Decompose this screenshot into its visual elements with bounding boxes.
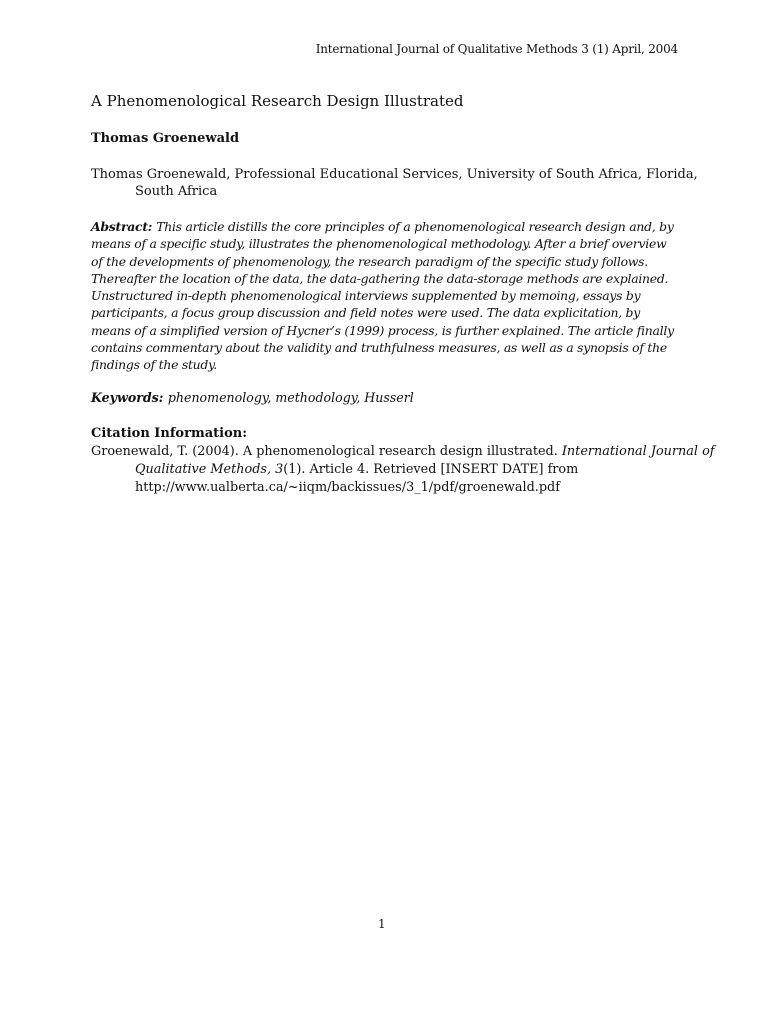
keywords-line [91, 390, 414, 405]
abstract-label: Abstract: [91, 219, 157, 234]
keywords-text: phenomenology, methodology, Husserl [167, 390, 414, 405]
article-title: A Phenomenological Research Design Illustrated [91, 92, 464, 110]
citation-journal-name: International Journal of Qualitative Methods, 3 [135, 444, 715, 477]
citation-heading: Citation Information: [91, 426, 247, 441]
keywords-label: Keywords: [91, 390, 168, 405]
running-header: International Journal of Qualitative Methods 3 (1) April, 2004 [315, 42, 678, 56]
author-name: Thomas Groenewald [91, 131, 240, 146]
citation-part-1: Groenewald, T. (2004). A phenomenological research design illustrated. [91, 444, 562, 459]
abstract-paragraph [91, 218, 681, 374]
citation-text [91, 443, 725, 497]
page-number: 1 [378, 917, 386, 931]
abstract-text: This article distills the core principles of a phenomenological research design and, by means of a specific study, illustrates the phenomenological methodology. After a brief overview of the developments of phenomenology, the research paradigm of the specific study follows. Thereafter the location of the data, the data-gathering the data-storage methods are explained. Unstructured in-depth phenomenological interviews supplemented by memoing, essays by participants, a focus group discussion and field notes were used. The data explicitation, by means of a simplified version of Hycner’s (1999) process, is further explained. The article finally contains commentary about the validity and truthfulness measures, as well as a synopsis of the findings of the study. [91, 219, 674, 373]
author-affiliation: Thomas Groenewald, Professional Educational Services, University of South Africa, Florida, South Africa [91, 167, 698, 199]
citation-part-2: (1). Article 4. Retrieved [INSERT DATE] from http://www.ualberta.ca/~iiqm/backissues/3_1/pdf/groenewald.pdf [135, 462, 579, 495]
